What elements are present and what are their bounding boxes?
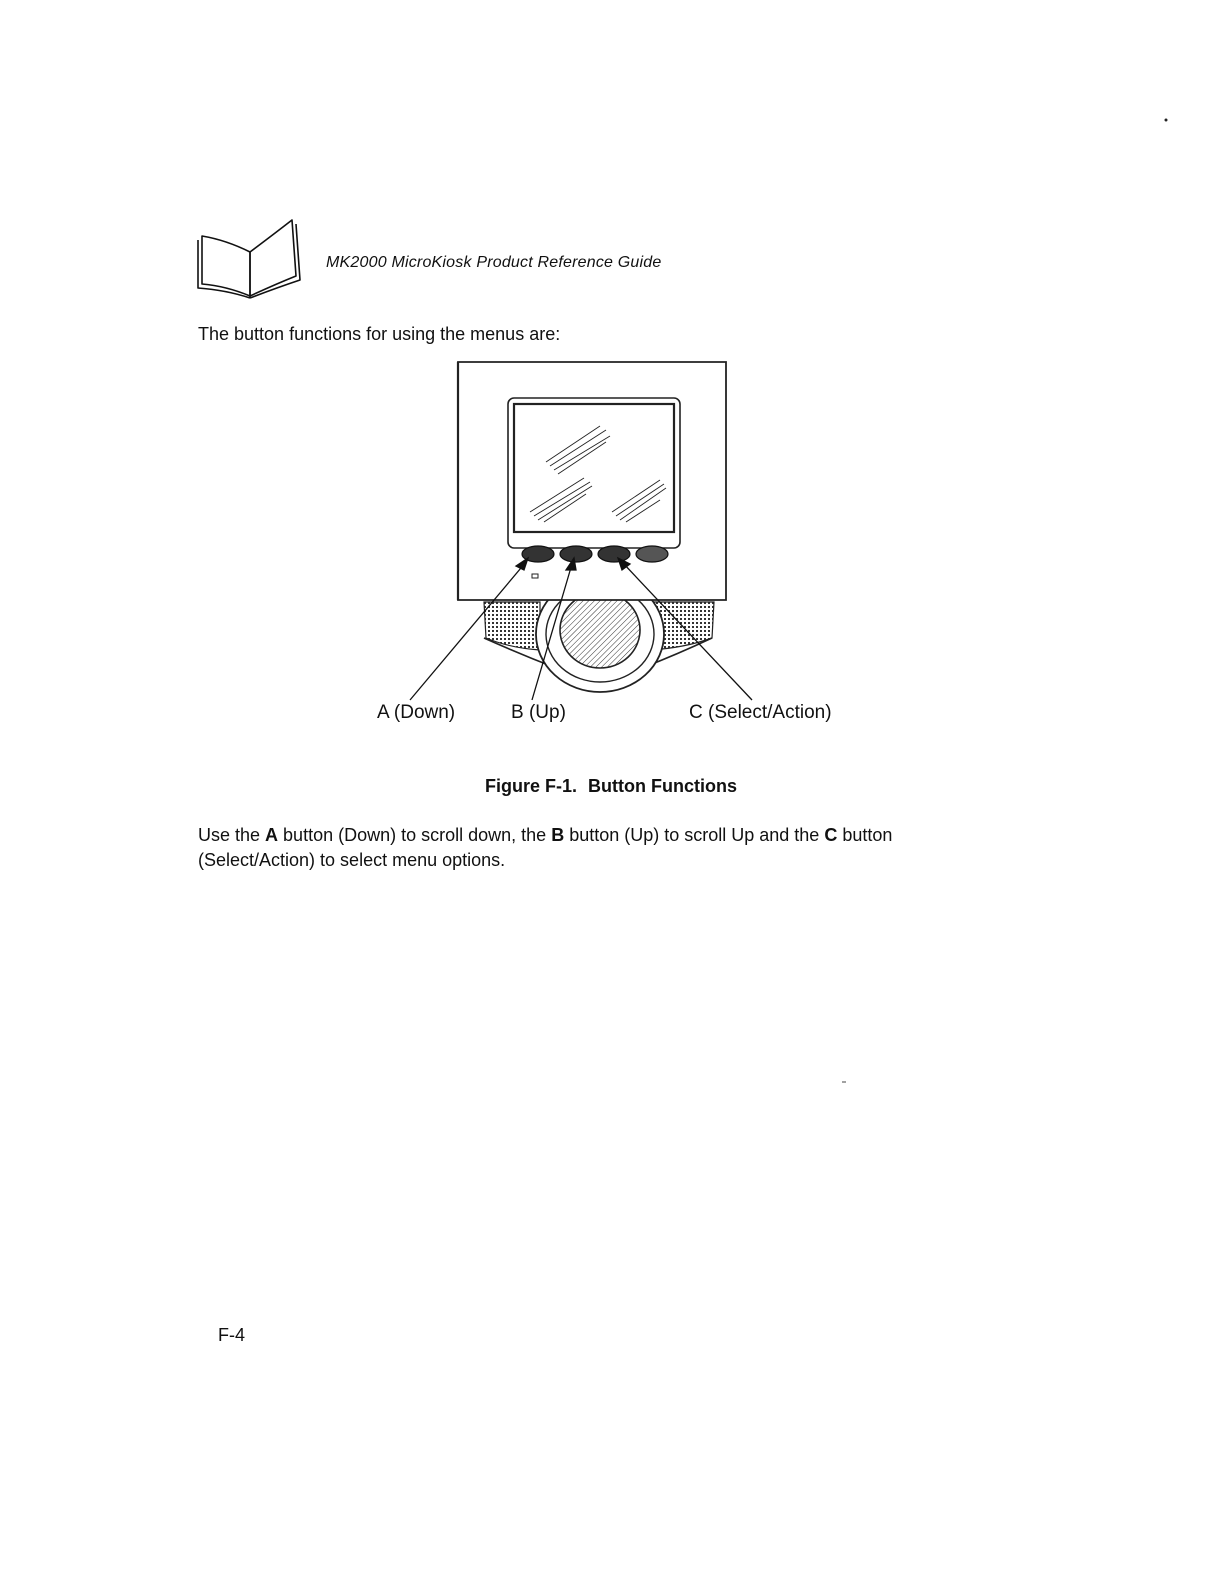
header-title: MK2000 MicroKiosk Product Reference Guide bbox=[326, 254, 662, 271]
page-number: F-4 bbox=[218, 1325, 245, 1345]
body-text-part: button (Select/Action) to select menu options. bbox=[198, 825, 893, 870]
figure-caption-title: Button Functions bbox=[588, 776, 737, 796]
button-c bbox=[598, 546, 630, 562]
callout-c-select-action: C (Select/Action) bbox=[689, 702, 832, 723]
button-b bbox=[560, 546, 592, 562]
key-a: A bbox=[265, 825, 279, 845]
figure-caption-label: Figure F-1. bbox=[485, 776, 578, 796]
intro-text: The button functions for using the menus are: bbox=[198, 324, 561, 344]
key-c: C bbox=[824, 825, 838, 845]
body-text-part: button (Down) to scroll down, the bbox=[278, 825, 552, 845]
left-speaker-grille bbox=[484, 602, 540, 650]
callout-b-up: B (Up) bbox=[511, 702, 566, 723]
key-b: B bbox=[551, 825, 565, 845]
button-d bbox=[636, 546, 668, 562]
open-book-icon bbox=[196, 214, 304, 300]
lcd-screen bbox=[514, 404, 674, 532]
body-text-part: Use the bbox=[198, 825, 266, 845]
body-paragraph bbox=[198, 823, 998, 873]
figure-button-functions bbox=[360, 354, 880, 734]
running-header bbox=[196, 214, 796, 304]
kiosk-illustration bbox=[360, 354, 880, 734]
body-text-part: button (Up) to scroll Up and the bbox=[564, 825, 825, 845]
figure-caption bbox=[0, 776, 1224, 797]
scan-window bbox=[560, 592, 640, 668]
callout-a-down: A (Down) bbox=[377, 702, 456, 723]
